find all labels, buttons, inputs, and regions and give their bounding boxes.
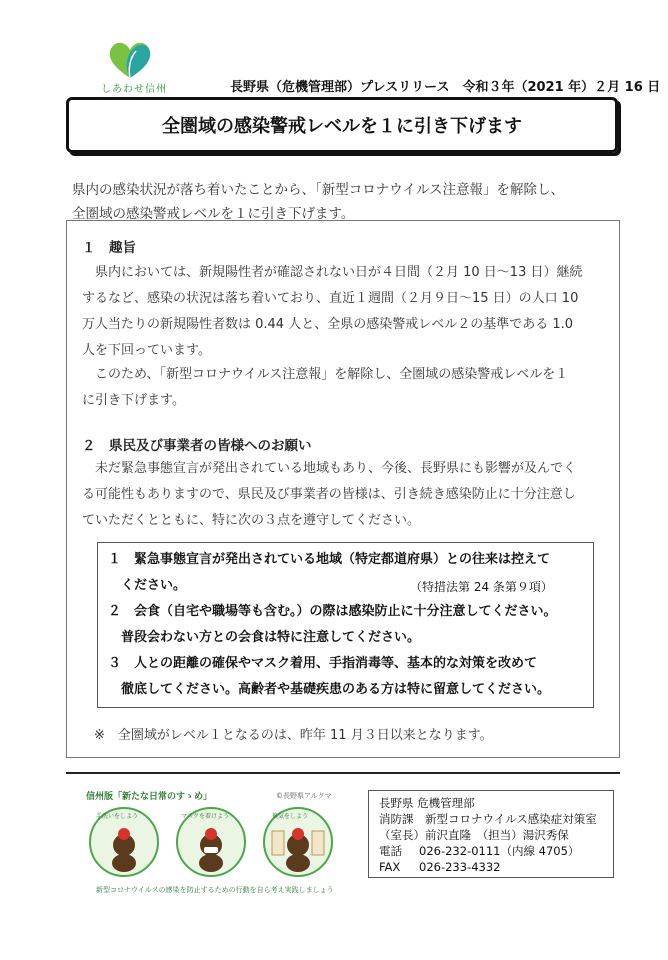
intro-paragraph (72, 178, 612, 226)
text-line: するなど、感染の状況は落ち着いており、直近１週間（２月９日～15 日）の人口 10 (82, 291, 579, 306)
request-item: ３ 人との距離の確保やマスク着用、手指消毒等、基本的な対策を改めて (108, 656, 538, 671)
contact-fax-row (379, 859, 603, 875)
title-box (66, 97, 618, 153)
intro-line: 全圏域の感染警戒レベルを１に引き下げます。 (72, 206, 355, 222)
section1-heading: １ 趣旨 (82, 240, 136, 256)
request-item: 徹底してください。高齢者や基礎疾患のある方は特に留意してください。 (108, 682, 551, 697)
footnote: ※ 全圏域がレベル１となるのは、昨年 11 月３日以来となります。 (94, 728, 493, 743)
text-line: 人を下回っています。 (82, 343, 211, 358)
request-item: 普段会わない方との会食は特に注意してください。 (108, 630, 421, 645)
request-item: １ 緊急事態宣言が発出されている地域（特定都道府県）との往来は控えて (108, 552, 551, 567)
request-item: ２ 会食（自宅や職場等も含む。）の際は感染防止に十分注意してください。 (108, 604, 557, 619)
badge-handwash-label: 手洗いをしよう (96, 813, 139, 820)
shinshu-logo-icon (104, 38, 156, 80)
section2-paragraph (82, 456, 612, 534)
section1-paragraph2 (82, 362, 612, 414)
section2-heading: ２ 県民及び事業者の皆様へのお願い (82, 438, 312, 454)
illustration-title: 信州版「新たな日常のすゝめ」 (86, 792, 213, 802)
law-reference: （特措法第 24 条第９項） (410, 580, 553, 594)
text-line: 県内においては、新規陽性者が確認されない日が４日間（２月 10 日～13 日）継続 (82, 265, 583, 280)
logo-text: しあわせ信州 (101, 84, 167, 95)
fax-number: 026-233-4332 (419, 860, 501, 874)
phone-number: 026-232-0111（内線 4705） (419, 844, 580, 858)
text-line: に引き下げます。 (82, 393, 185, 408)
badge-ventilation-label: 換気をしよう (272, 813, 309, 820)
request-list (108, 547, 588, 703)
illustration-caption: 新型コロナウイルスの感染を防止するための行動を自ら考え実践しましょう (96, 886, 334, 894)
text-line: 万人当たりの新規陽性者数は 0.44 人と、全県の感染警戒レベル２の基準である 1.0 (82, 317, 574, 332)
text-line: このため、「新型コロナウイルス注意報」を解除し、全圏域の感染警戒レベルを１ (82, 367, 569, 382)
phone-label: 電話 (379, 844, 402, 858)
fax-label: FAX (379, 860, 401, 874)
section1-paragraph1 (82, 260, 612, 364)
contact-persons: （室長）前沢直隆 （担当）湯沢秀保 (379, 828, 569, 842)
footer-divider (66, 772, 620, 774)
contact-section: 消防課 新型コロナウイルス感染症対策室 (379, 812, 597, 826)
badge-mask-label: マスクを着けよう (181, 813, 230, 820)
illustration-copyright: ©長野県アルクマ (276, 792, 332, 800)
page-title: 全圏域の感染警戒レベルを１に引き下げます (162, 116, 522, 137)
text-line: ていただくとともに、特に次の３点を遵守してください。 (82, 513, 421, 528)
contact-department: 長野県 危機管理部 (379, 796, 475, 810)
contact-phone-row (379, 843, 603, 859)
new-normal-illustration (80, 785, 342, 903)
text-line: る可能性もありますので、県民及び事業者の皆様は、引き続き感染防止に十分注意し (82, 487, 576, 502)
contact-info-box (368, 790, 614, 878)
press-release-header: 長野県（危機管理部）プレスリリース 令和３年（2021 年）２月 16 日 (230, 80, 661, 95)
intro-line: 県内の感染状況が落ち着いたことから、「新型コロナウイルス注意報」を解除し、 (72, 182, 564, 198)
text-line: 未だ緊急事態宣言が発出されている地域もあり、今後、長野県にも影響が及んでく (82, 461, 577, 476)
request-item: ください。 (108, 578, 187, 593)
